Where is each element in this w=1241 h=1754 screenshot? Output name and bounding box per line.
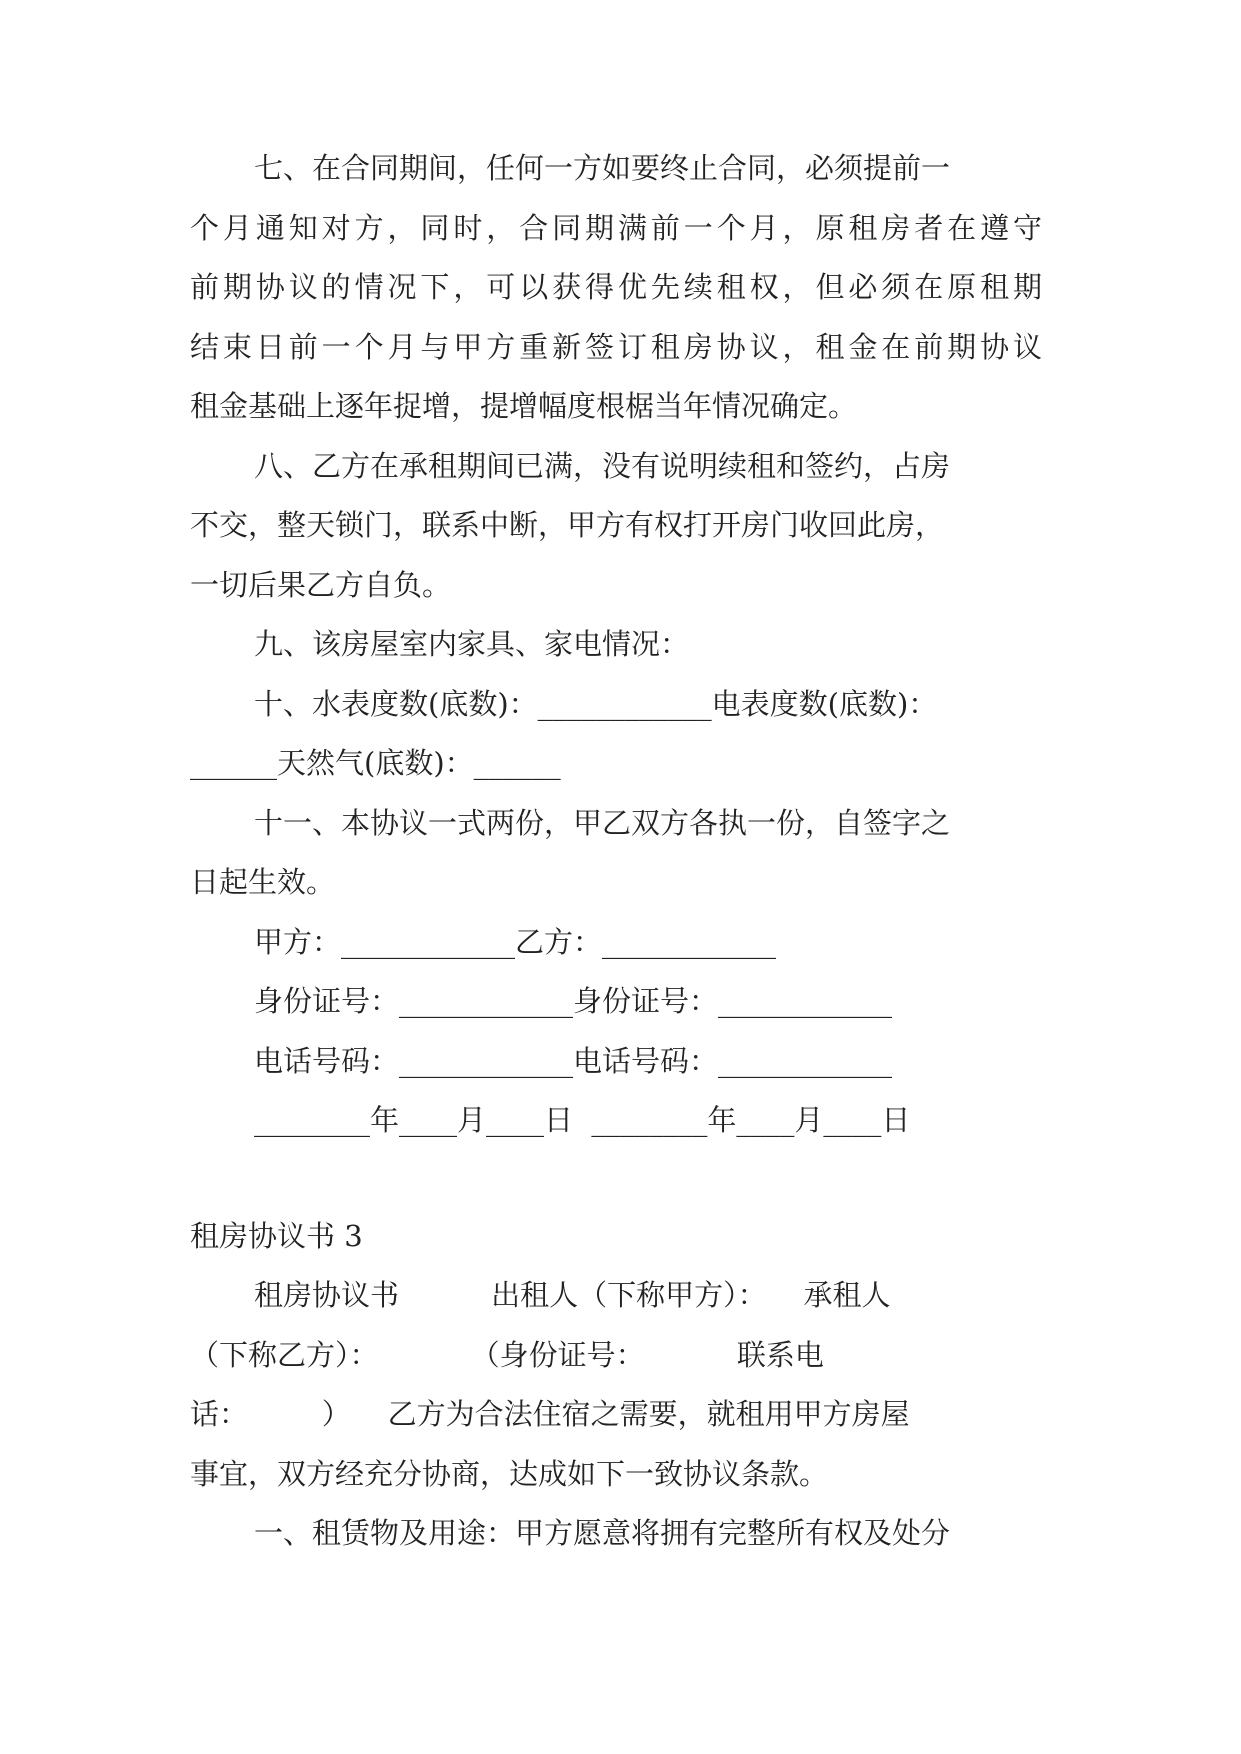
clause-7-line-4: 结束日前一个月与甲方重新签订租房协议，租金在前期协议 (190, 330, 1042, 364)
clause-7-line-5: 租金基础上逐年捉增，提增幅度根椐当年情况确定。 (190, 389, 858, 423)
section-3-line-5: 一、租赁物及用途：甲方愿意将拥有完整所有权及处分 (254, 1516, 951, 1550)
signature-dates: ________年____月____日 ________年____月____日 (254, 1103, 911, 1137)
signature-phone-numbers: 电话号码：____________电话号码：____________ (254, 1044, 893, 1078)
section-3-line-4: 事宜，双方经充分协商，达成如下一致协议条款。 (190, 1457, 829, 1491)
clause-7-line-2: 个月通知对方，同时，合同期满前一个月，原租房者在遵守 (190, 211, 1042, 245)
signature-id-numbers: 身份证号：____________身份证号：____________ (254, 984, 893, 1018)
clause-8-line-1: 八、乙方在承租期间已满，没有说明续租和签约，占房 (254, 449, 951, 483)
section-3-line-3: 话： ） 乙方为合法住宿之需要，就租用甲方房屋 (190, 1397, 910, 1431)
clause-10-line-2: ______天然气(底数)：______ (190, 746, 561, 780)
clause-7-line-1: 七、在合同期间，任何一方如要终止合同，必须提前一 (254, 151, 951, 185)
clause-9-line-1: 九、该房屋室内家具、家电情况： (254, 627, 690, 661)
section-3-line-2: （下称乙方）： （身份证号： 联系电 (190, 1338, 824, 1372)
section-3-line-1: 租房协议书 出租人（下称甲方）： 承租人 (254, 1278, 891, 1312)
section-3-heading: 租房协议书 3 (190, 1219, 363, 1253)
clause-11-line-2: 日起生效。 (190, 865, 336, 899)
clause-8-line-3: 一切后果乙方自负。 (190, 568, 452, 602)
signature-parties: 甲方：____________乙方：____________ (254, 925, 777, 959)
clause-7-line-3: 前期协议的情况下，可以获得优先续租权，但必须在原租期 (190, 270, 1042, 304)
clause-10-line-1: 十、水表度数(底数)：____________电表度数(底数)： (254, 687, 938, 721)
clause-8-line-2: 不交，整天锁门，联系中断，甲方有权打开房门收回此房， (190, 508, 945, 542)
clause-11-line-1: 十一、本协议一式两份，甲乙双方各执一份，自签字之 (254, 806, 951, 840)
